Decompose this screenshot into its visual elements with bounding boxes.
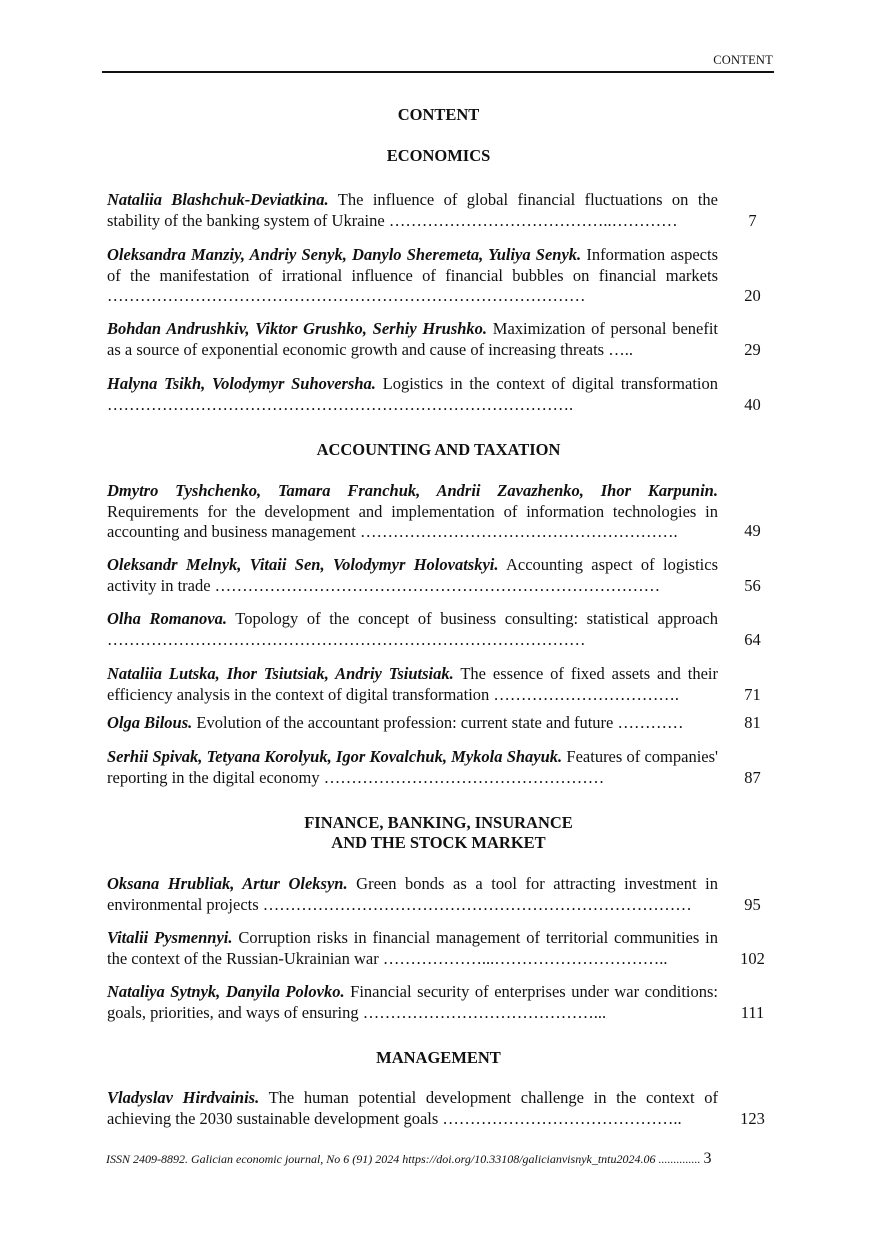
entry-leader: ………………………………………………………………………….: [107, 394, 574, 414]
entry-title: Information aspects of the manifestation of irrational influence of financial bubbles on financial markets: [107, 245, 718, 285]
entry-page-number: 40: [744, 395, 761, 414]
toc-entry[interactable]: [107, 713, 718, 734]
entry-leader: …………………………………..…………: [388, 210, 678, 230]
entry-page-number: 87: [744, 768, 761, 787]
toc-entry[interactable]: [107, 982, 718, 1023]
entry-page-number: 64: [744, 630, 761, 649]
entry-leader: …………………………….: [493, 684, 680, 704]
toc-entry[interactable]: [107, 190, 718, 231]
entry-leader: ……………………………………………………………………………: [107, 629, 586, 649]
entry-authors: Dmytro Tyshchenko, Tamara Franchuk, Andrii Zavazhenko, Ihor Karpunin.: [107, 481, 718, 500]
section-heading-accounting: ACCOUNTING AND TAXATION: [316, 440, 561, 459]
entry-title: The influence of global financial fluctuations on the stability of the banking system of Ukraine: [107, 190, 718, 230]
entry-authors: Bohdan Andrushkiv, Viktor Grushko, Serhiy Hrushko.: [107, 319, 488, 338]
entry-authors: Vladyslav Hirdvainis.: [107, 1088, 260, 1107]
entry-title: Corruption risks in financial management of territorial communities in the context of the Russian-Ukrainian war: [107, 928, 718, 968]
header-rule: [102, 71, 774, 73]
entry-title: Accounting aspect of logistics activity in trade: [107, 555, 718, 595]
entry-authors: Nataliia Blashchuk-Deviatkina.: [107, 190, 329, 209]
entry-leader: ……………………………………………………………………: [262, 894, 692, 914]
entry-title: Green bonds as a tool for attracting investment in environmental projects: [107, 874, 718, 914]
entry-authors: Nataliya Sytnyk, Danyila Polovko.: [107, 982, 345, 1001]
entry-page-number: 7: [748, 211, 757, 230]
toc-entry[interactable]: [107, 664, 718, 705]
toc-entry[interactable]: [107, 1088, 718, 1129]
entry-page-number: 111: [740, 1003, 765, 1022]
footer-leader: ..............: [658, 1152, 701, 1166]
entry-leader: …………: [617, 713, 684, 732]
entry-authors: Halyna Tsikh, Volodymyr Suhoversha.: [107, 374, 376, 393]
entry-leader: ………………………………………………….: [359, 522, 678, 541]
entry-title: The essence of fixed assets and their efficiency analysis in the context of digital transformation: [107, 664, 718, 704]
entry-leader: …..: [608, 339, 633, 359]
entry-page-number: 71: [744, 685, 761, 704]
entry-leader: ……………………………………………: [323, 767, 605, 787]
toc-entry[interactable]: [107, 609, 718, 650]
entry-authors: Oksana Hrubliak, Artur Oleksyn.: [107, 874, 348, 893]
entry-title: Financial security of enterprises under war conditions: goals, priorities, and ways of ensuring: [107, 982, 719, 1022]
footer-page-number: 3: [703, 1150, 712, 1167]
entry-title: The human potential development challenge in the context of achieving the 2030 sustainable development goals: [107, 1088, 718, 1128]
entry-authors: Nataliia Lutska, Ihor Tsiutsiak, Andriy Tsiutsiak.: [107, 664, 454, 683]
entry-leader: ……………………………………..: [442, 1108, 682, 1128]
section-heading-line: FINANCE, BANKING, INSURANCE: [304, 813, 573, 832]
entry-page-number: 20: [744, 286, 761, 305]
toc-entry[interactable]: [107, 319, 718, 360]
entry-page-number: 29: [744, 340, 761, 359]
footer-citation: ISSN 2409-8892. Galician economic journal, No 6 (91) 2024 https://doi.org/10.33108/galicianvisnyk_tntu2024.06: [106, 1152, 656, 1166]
page-title: CONTENT: [397, 105, 480, 124]
entry-leader: ……………………………………...: [362, 1002, 607, 1022]
entry-leader: ………………………………………………………………………: [214, 575, 661, 595]
toc-entry[interactable]: [107, 874, 718, 915]
entry-title: Requirements for the development and implementation of information technologies in accounting and business management: [107, 501, 718, 541]
entry-page-number: 95: [744, 895, 761, 914]
entry-title: Features of companies' reporting in the digital economy: [107, 747, 719, 787]
toc-entry[interactable]: [107, 245, 718, 307]
entry-title: Maximization of personal benefit as a source of exponential economic growth and cause of increasing threats: [107, 319, 718, 359]
section-heading-economics: ECONOMICS: [386, 146, 491, 165]
entry-authors: Vitalii Pysmennyi.: [107, 928, 233, 947]
toc-entry[interactable]: [107, 747, 718, 788]
section-heading-finance: [0, 813, 877, 853]
entry-title: Evolution of the accountant profession: current state and future: [196, 713, 614, 732]
toc-entry[interactable]: [107, 555, 718, 596]
toc-entry[interactable]: [107, 374, 718, 415]
running-header: CONTENT: [713, 53, 773, 67]
section-heading-line: AND THE STOCK MARKET: [331, 833, 546, 852]
entry-title: Logistics in the context of digital transformation: [382, 374, 718, 393]
entry-leader: ……………………………………………………………………………: [107, 286, 586, 305]
toc-entry[interactable]: [107, 481, 718, 543]
entry-page-number: 123: [740, 1109, 765, 1128]
toc-entry[interactable]: [107, 928, 718, 969]
entry-authors: Olga Bilous.: [107, 713, 193, 732]
entry-leader: ………………...…………………………..: [382, 948, 668, 968]
entry-authors: Oleksandra Manziy, Andriy Senyk, Danylo Sheremeta, Yuliya Senyk.: [107, 245, 582, 264]
entry-page-number: 49: [744, 521, 761, 540]
entry-authors: Oleksandr Melnyk, Vitaii Sen, Volodymyr Holovatskyi.: [107, 555, 499, 574]
entry-page-number: 102: [740, 949, 765, 968]
entry-authors: Serhii Spivak, Tetyana Korolyuk, Igor Kovalchuk, Mykola Shayuk.: [107, 747, 563, 766]
entry-page-number: 81: [744, 713, 761, 732]
entry-title: Topology of the concept of business consulting: statistical approach: [235, 609, 718, 628]
section-heading-management: MANAGEMENT: [376, 1048, 501, 1067]
entry-authors: Olha Romanova.: [107, 609, 227, 628]
entry-page-number: 56: [744, 576, 761, 595]
page-footer: [106, 1150, 774, 1168]
